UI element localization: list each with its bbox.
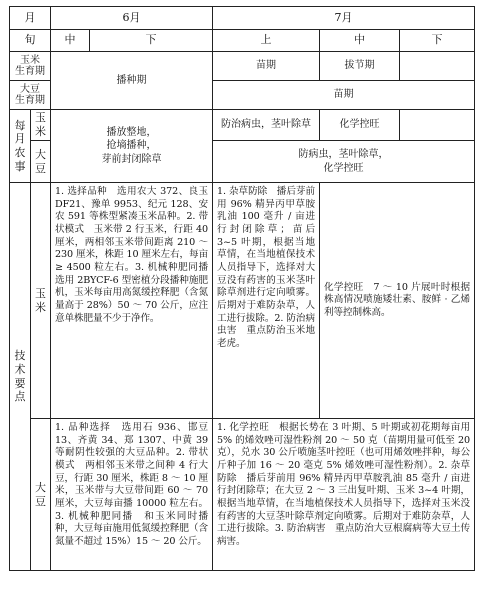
period-july-mid: 中 [320, 30, 400, 52]
period-header: 旬 [10, 30, 51, 52]
period-july-late: 下 [400, 30, 475, 52]
corn-growth-row [10, 52, 475, 81]
sowing-period: 播种期 [51, 52, 213, 110]
corn-july-weed-pest-tech: 1. 杂草防除 播后芽前用 96% 精异丙甲草胺乳油 100 毫升 / 亩进行封闭除草；苗后 3~5 叶期，根据当地草情，在当地植保技术人员指导下，选择对大豆没有药害的玉米茎叶除草剂进行定向喷雾。后期对于难防杂草，人工进行拔除。2. 防治病虫害 重点防治玉米地老虎。 [213, 183, 320, 419]
soy-growth-label: 大豆 生育期 [10, 81, 51, 110]
farm-corn-label: 玉 米 [31, 110, 51, 141]
farm-corn-row [10, 110, 475, 141]
july-header: 7月 [213, 7, 475, 30]
corn-july-growth-control-tech: 化学控旺 7 ～ 10 片展叶时根据株高情况喷施矮壮素、胺鲜 · 乙烯利等控制株高。 [320, 183, 475, 419]
corn-seedling-stage: 苗期 [213, 52, 320, 81]
tech-corn-label: 玉 米 [31, 183, 51, 419]
farm-soy-label: 大 豆 [31, 141, 51, 183]
tech-soy-row [10, 419, 475, 571]
period-july-early: 上 [213, 30, 320, 52]
soy-seedling-stage: 苗期 [213, 81, 475, 110]
june-header: 6月 [51, 7, 213, 30]
period-row [10, 30, 475, 52]
period-june-late: 下 [90, 30, 213, 52]
month-row [10, 7, 475, 30]
tech-points-label: 技 术 要 点 [10, 183, 31, 571]
june-farm-work: 播放整地， 抢墒播种， 芽前封闭除草 [51, 110, 213, 183]
farm-work-label: 每 月 农 事 [10, 110, 31, 183]
corn-jointing-stage: 拔节期 [320, 52, 400, 81]
corn-growth-control-work: 化学控旺 [320, 110, 400, 141]
planting-calendar-table [9, 6, 475, 571]
corn-pest-weed-work: 防治病虫，茎叶除草 [213, 110, 320, 141]
tech-corn-row [10, 183, 475, 419]
corn-farm-empty [400, 110, 475, 141]
soy-july-tech: 1. 化学控旺 根据长势在 3 叶期、5 叶期或初花期每亩用 5% 的烯效唑可湿性粉剂 20 ～ 50 克（苗期用量可低至 20 克），兑水 30 公斤喷施茎叶控旺（也可用烯效唑拌种，每公斤种子加 16 ～ 20 毫克 5% 烯效唑可湿性粉剂）。2. 杂草防除 播后芽前用 96% 精异丙甲草胺乳油 85 毫升 / 亩进行封闭除草；在大豆 2 ～ 3 三出复叶期、玉米 3~4 叶期，根据当地草情，在当地植保技术人员指导下，选择对玉米没有药害的大豆茎叶除草剂定向喷雾。后期对于难防杂草，人工进行拔除。3. 防治病害 重点防治大豆根腐病等大豆土传病害。 [213, 419, 475, 571]
corn-growth-empty [400, 52, 475, 81]
month-header: 月 [10, 7, 51, 30]
corn-june-tech: 1. 选择品种 选用农大 372、良玉 DF21、豫单 9953、纪元 128、安农 591 等株型紧凑玉米品种。2. 带状模式 玉米带 2 行玉米，行距 40 厘米，两相邻玉米带间距离 210 ～ 230 厘米，株距 10 厘米左右，每亩 ≥ 4500 粒左右。3. 机械种肥同播 选用 2BYCF-6 型密植分段播种施肥机，玉米每亩用高氮缓控释肥（含氮量高于 28%）50 ～ 70 公斤，应注意单株肥量不少于净作。 [51, 183, 213, 419]
period-june-mid: 中 [51, 30, 90, 52]
soy-farm-work: 防病虫，茎叶除草， 化学控旺 [213, 141, 475, 183]
corn-growth-label: 玉米 生育期 [10, 52, 51, 81]
tech-soy-label: 大 豆 [31, 419, 51, 571]
soy-june-tech: 1. 品种选择 选用石 936、邯豆 13、齐黄 34、郑 1307、中黄 39 等耐阴性较强的大豆品种。2. 带状模式 两相邻玉米带之间种 4 行大豆，行距 30 厘米，株距 8 ～ 10 厘米，玉米带与大豆带间距 60 ～ 70 厘米，大豆每亩播 10000 粒左右。3. 机械种肥同播 和玉米同时播种，大豆每亩施用低氮缓控释肥（含氮量不超过 15%）15 ～ 20 公斤。 [51, 419, 213, 571]
